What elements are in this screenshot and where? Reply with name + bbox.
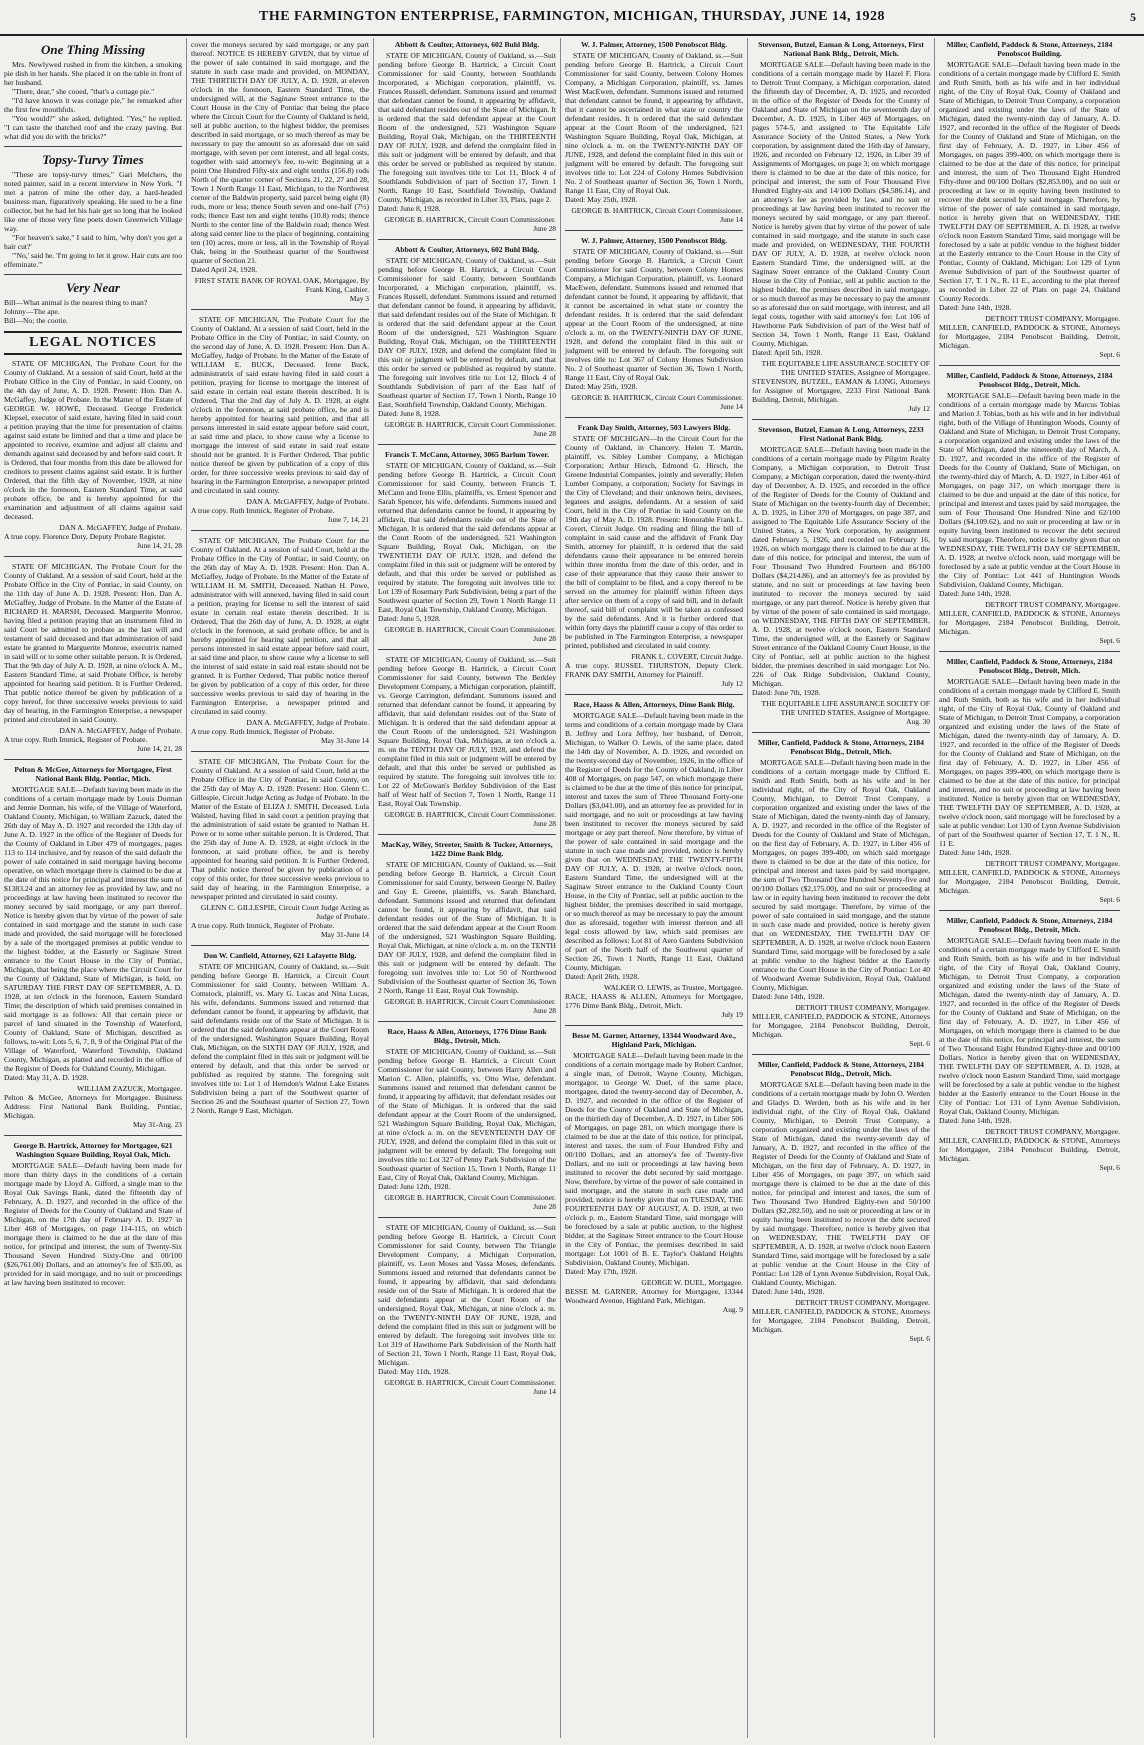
court-notice	[378, 655, 556, 828]
notice-dates: July 19	[721, 1010, 743, 1019]
notice-dates: May 3	[349, 294, 369, 303]
divider	[939, 365, 1120, 366]
attorney-heading: W. J. Palmer, Attorney, 1500 Penobscot Bldg.	[580, 236, 728, 245]
notice-copy: A true copy. Florence Doty, Deputy Probate Register.	[4, 532, 166, 541]
mortgage-notice	[752, 738, 930, 1048]
attorney-heading: Miller, Canfield, Paddock & Stone, Attorneys, 2184 Penobscot Bldg., Detroit, Mich.	[946, 916, 1113, 934]
notice-attorney: MILLER, CANFIELD, PADDOCK & STONE, Attorneys for Mortgagee, 2184 Penobscot Building, Detroit, Michigan.	[939, 868, 1120, 895]
notice-dated: Dated: June 8, 1928.	[378, 204, 441, 213]
notice-dates: June 28	[533, 819, 556, 828]
notice-signature: GEORGE B. HARTRICK, Circuit Court Commissioner.	[384, 215, 556, 224]
notice-dates: July 12	[721, 679, 743, 688]
notice-text: STATE OF MICHIGAN, The Probate Court for the County of Oakland. At a session of said Court, held at the Probate Office in the City of Pontiac, in said County, on the 4th day of June, A. D. 1928. Present: Hon. Dan A. McGaffey, Judge of Probate. In the Matter of the Estate of GEORGE W. HOWE, Deceased. George Frederick Klepsel, executor of said estate, having filed in said court a petition praying that the time for presentation of claims against said estate be limited and that a time and place be appointed to receive, examine and adjust all claims and demands against said deceased by and before said court. It is Ordered, that four months from this date be allowed for creditors to present claims against said estate. It is further Ordered, that the fifth day of November, 1928, at nine o'clock in the forenoon, Eastern Standard Time, at said probate office, be and is hereby appointed for the examination and adjustment of all claims against said deceased.	[4, 359, 182, 521]
mortgage-notice	[939, 40, 1120, 359]
notice-signature: GEORGE B. HARTRICK, Circuit Court Commissioner.	[384, 420, 556, 429]
notice-dated: Dated: June 5, 1928.	[378, 614, 441, 623]
divider	[378, 834, 556, 835]
notice-text: STATE OF MICHIGAN—In the Circuit Court for the County of Oakland, in Chancery. Helen T. Martin, plaintiff, vs. Sibley Lumber Company, a Michigan Corporation; Arthur Hirsch, Edmond G. Hirsch, the Greene Industrial Companies, jointly and severally; Helen Lumber Company, a corporation; Society for Savings in the City of Cleveland; and their unknown heirs, devisees, legatees and assigns, defendants. At a session of said Court, held in the City of Pontiac in said County on the 19th day of May A. D. 1928. Present: Honorable Frank L. Covert, Circuit Judge. On reading and filing the bill of complaint in said cause and the affidavit of Frank Day Smith, attorney for plaintiff, it is ordered that the said defendants cause their appearance to be entered herein within three months from the date of this order, and in case of their appearance that they cause their answer to the bill of complaint to be filed, and a copy thereof to be served on the attorney for plaintiff within fifteen days after service on them of a copy of said bill, and in default thereof, said bill of complaint will be taken as confessed by the said defendants. And it is further ordered that within forty days the plaintiff cause a copy of this order to be published in The Farmington Enterprise, a newspaper printed, published and circulated in said county.	[565, 434, 743, 650]
divider	[191, 309, 369, 310]
notice-copy: A true copy. Ruth Immick, Register of Probate.	[4, 735, 148, 744]
notice-dates: Sept. 6	[1099, 1163, 1120, 1172]
masthead	[0, 0, 1144, 36]
notice-signature: WILLIAM ZAZUCK, Mortgagee.	[76, 1084, 182, 1093]
notice-dates: May 31-June 14	[320, 930, 369, 939]
mortgage-notice	[939, 657, 1120, 904]
story-paragraph: "'No,' said he. 'I'm going to let it grow. Hair cuts are too effeminate.'"	[4, 251, 182, 269]
notice-attorney: MILLER, CANFIELD, PADDOCK & STONE, Attorneys for Mortgagee, 2184 Penobscot Building, Detroit, Michigan.	[939, 609, 1120, 636]
divider	[752, 732, 930, 733]
notice-dates: June 14	[533, 1387, 556, 1396]
notice-signature: GEORGE B. HARTRICK, Circuit Court Commissioner.	[384, 997, 556, 1006]
legal-notices-heading: LEGAL NOTICES	[4, 331, 182, 355]
story-paragraph: Bill—What animal is the nearest thing to man?	[4, 298, 148, 307]
column-1	[0, 38, 187, 1738]
probate-notice	[191, 536, 369, 745]
story-paragraph: "I'd have known it was cottage pie," he remarked after the first few mouthfuls.	[4, 96, 182, 114]
story-paragraph: Johnny—The ape.	[4, 307, 60, 316]
attorney-heading: Miller, Canfield, Paddock & Stone, Attorneys, 2184 Penobscot Bldg., Detroit, Mich.	[946, 657, 1113, 675]
page-number: 5	[1130, 10, 1136, 24]
mortgage-notice	[939, 371, 1120, 645]
notice-copy: A true copy. Ruth Immick, Register of Probate.	[191, 921, 335, 930]
divider	[752, 419, 930, 420]
court-notice	[565, 40, 743, 224]
notice-text: STATE OF MICHIGAN, County of Oakland, ss.—Suit pending before George B. Hartrick, a Circuit Court Commissioner for said County, between Southlands Incorporated, a Michigan corporation, plaintiff, vs. Frances Russell, defendant. Summons issued and returned that defendant cannot be found, it appearing by affidavit, that said defendant resides out of the State of Michigan. It is ordered that the said defendant appear at the Court Room of the undersigned, 521 Washington Square Building, Royal Oak, Michigan, on the THIRTEENTH DAY OF JULY, 1928, and defend the complaint filed in this suit or judgment will be entered by default, and that this order be served or published as required by statute. The foregoing suit involves title to: Lot 11, Block 4 of Southlands Subdivision of part of Section 17, Town 1 North, Range 10 East, Southfield Township, Oakland County, Michigan, as recorded in Liber 33, Plats, page 2.	[378, 51, 556, 204]
notice-dated: Dated: June 8, 1928.	[378, 409, 441, 418]
notice-signature: DAN A. McGAFFEY, Judge of Probate.	[59, 726, 182, 735]
divider	[4, 274, 182, 275]
headline-topsy-turvy: Topsy-Turvy Times	[42, 152, 144, 167]
notice-dated: Dated: June 14th, 1928.	[939, 589, 1012, 598]
attorney-heading: Abbott & Coulter, Attorneys, 602 Buhl Bldg.	[394, 40, 540, 49]
court-notice	[378, 40, 556, 233]
notice-text: MORTGAGE SALE—Default having been made in the conditions of a certain mortgage made by John O. Werden and Gladys D. Werden, both as his wife and in her individual right, of the City of Royal Oak, Oakland County, Michigan, to Detroit Trust Company, a corporation organized and existing under the laws of the State of Michigan, dated the twenty-seventh day of January, A. D. 1927, and recorded in the office of the Register of Deeds for the County of Oakland and State of Michigan, on the first day of February, A. D. 1927, in Liber 456 of Mortgages, on page 397, on which said mortgage there is claimed to be due at the date of this notice, for principal and interest and taxes, the sum of Two Thousand Two Hundred Eighty-two and 50/100 Dollars ($2,282.50), and no suit or proceeding at law or in equity having been instituted to recover the debt secured by said mortgage. Therefore, notice is hereby given that on WEDNESDAY, THE TWELFTH DAY OF SEPTEMBER, A. D. 1928, at twelve o'clock noon Eastern Standard Time, said mortgage will be foreclosed by a sale at public vendue at the Court House in the City of Pontiac: Lot 128 of Lynn Avenue Subdivision, Royal Oak, Oakland County, Michigan.	[752, 1080, 930, 1287]
divider	[191, 530, 369, 531]
notice-text: cover the moneys secured by said mortgage, or any part thereof. NOTICE IS HEREBY GIVEN, that by virtue of the power of sale contained in said mortgage, and the statute in such case made and provided, on MONDAY, THE THIRTIETH DAY OF JULY, A. D. 1928, at eleven o'clock in the forenoon, Eastern Standard Time, the undersigned will, at the Saginaw Street entrance to the Court House in the City of Pontiac that being the place where the Circuit Court for the County of Oakland is held, sell at public auction, to the highest bidder, the premises described in said mortgage, or so much thereof as may be necessary to pay the amount so as aforesaid due on said mortgage, with seven per cent interest, and all legal costs, together with said attorney's fee, to-wit: Beginning at a point One Hundred Fifty-six and eight tenths (156.8) rods North of the quarter corner of Sections 21, 22, 27 and 28, Town 1 North Range 11 East, Michigan, to the Northwest corner of the Baldwin property, said parcel being eight (8) rods, more or less; thence South seven and one-half (7½) rods; thence East ten and eight tenths (10.8) rods; thence North to the center line of the Baldwin road; thence West along said center line to the place of beginning, containing ten (10) acres, more or less, all in the Township of Royal Oak, being in the Southeast quarter of the Southwest quarter of Section 21.	[191, 40, 369, 265]
notice-text: STATE OF MICHIGAN, County of Oakland, ss.—Suit pending before George B. Hartrick, a Circuit Court Commissioner for said County, between Colony Homes Company, a Michigan Corporation, plaintiff, vs. Leonard MacEwen, defendant. Summons issued and returned that defendant cannot be found, it appearing by affidavit, that it cannot be ascertained in what state or country the defendant resides. It is ordered that the said defendant appear at the Court Room of the undersigned, at nine o'clock a. m. on the TWENTY-NINTH DAY OF JUNE, 1928, and defend the complaint filed in this suit or judgment will be entered by default. The foregoing suit involves title to: Lot 367 of Colony Homes Subdivision No. 2 of Southeast quarter of Section 36, Town 1 North, Range 11 East, City of Royal Oak.	[565, 247, 743, 382]
notice-dated: Dated: June 14th, 1928.	[939, 848, 1012, 857]
story-paragraph: Bill—No; the cootie.	[4, 316, 68, 325]
notice-signature: FRANK L. COVERT, Circuit Judge.	[631, 652, 743, 661]
divider	[378, 239, 556, 240]
notice-dates: Sept. 6	[1099, 895, 1120, 904]
notice-dates: June 28	[533, 1202, 556, 1211]
notice-text: STATE OF MICHIGAN, County of Oakland, ss.—Suit pending before George B. Hartrick, a Circuit Court Commissioner for said County, between Southlands Incorporated, a Michigan corporation, plaintiff, vs. Frances Russell, defendant. Summons issued and returned that defendant cannot be found, it appearing by affidavit, that said defendant resides out of the State of Michigan. It is ordered that the said defendant appear at the Court Room of the undersigned, 521 Washington Square Building, Royal Oak, Michigan, on the THIRTEENTH DAY OF JULY, 1928, and defend the complaint filed in this suit or judgment will be entered by default, and that this order be served or published as required by statute. The foregoing suit involves title to: Lot 12, Block 4 of Southlands Subdivision of part of the East half of Southeast quarter of Section 17, Town 1 North, Range 10 East, Southfield Township, Oakland County, Michigan.	[378, 256, 556, 409]
notice-text: MORTGAGE SALE—Default having been made in the conditions of a certain mortgage made by Robert Cardner, a single man, of Detroit, Wayne County, Michigan, mortgagor, to George W. Duel, of the same place, mortgagee, dated the twenty-second day of December, A. D. 1927, and recorded in the office of the Register of Deeds for the County of Oakland and State of Michigan, on the thirtieth day of December, A. D. 1927, in Liber 506 of Mortgages, on page 281, on which mortgage there is claimed to be due at the date of this notice, for principal, interest and taxes, the sum of Four Hundred Fifty and 00/100 Dollars, and an attorney's fee of Twenty-five Dollars, and no suit or proceedings at law having been instituted to recover the debt secured by said mortgage. Now, therefore, by virtue of the power of sale contained in said mortgage, and the statute in such case made and provided, notice is hereby given that on TUESDAY, THE FOURTEENTH DAY OF AUGUST, A. D. 1928, at two o'clock p. m., Eastern Standard Time, said mortgage will be foreclosed by a sale at public auction, to the highest bidder, at the Saginaw Street entrance to the Court House in the City of Pontiac, the premises described in said mortgage: Lot 1001 of B. E. Taylor's Oakland Heights Subdivision, Oakland County, Michigan.	[565, 1051, 743, 1267]
notice-dates: Sept. 6	[1099, 636, 1120, 645]
notice-signature: WALKER O. LEWIS, as Trustee, Mortgagee.	[604, 983, 743, 992]
court-notice	[378, 245, 556, 438]
notice-signature: GEORGE B. HARTRICK, Circuit Court Commissioner.	[384, 1378, 556, 1387]
story-paragraph: "These are topsy-turvy times," Gari Melchers, the noted painter, said in a recent interview in New York. "I met a patron of mine the other day, a hard-headed business man, figuratively speaking. He used to be a fine collector, but he had let his hair get so long that he looked like one of those very fine poets down Greenwich Village way.	[4, 170, 182, 233]
notice-signature: FIRST STATE BANK OF ROYAL OAK, Mortgagee. By Frank King, Cashier.	[194, 276, 369, 294]
headline-very-near: Very Near	[66, 280, 120, 295]
notice-dated: Dated: May 25th, 1928.	[565, 195, 638, 204]
notice-signature: DAN A. McGAFFEY, Judge of Probate.	[246, 718, 369, 727]
notice-text: MORTGAGE SALE—Default having been made in the conditions of a certain mortgage made by Clifford E. Smith and Ruth Smith, both as his wife and in her individual right, of the City of Royal Oak, County of Oakland and State of Michigan, to Detroit Trust Company, a corporation organized and existing under the laws of the State of Michigan, dated the twenty-ninth day of January, A. D. 1927, and recorded in the office of the Register of Deeds for the County of Oakland and State of Michigan, on the first day of February, A. D. 1927, in Liber 456 of Mortgages, on pages 399-400, on which mortgage there is claimed to be due at the date of this notice, for principal and interest, the sum of Two Thousand Eight Hundred Fifty-three and 00/100 Dollars ($2,853.00), and no suit or proceeding at law or in equity having been instituted to recover the debt secured by said mortgage. Therefore, by virtue of the power of sale contained in said mortgage, notice is hereby given that on WEDNESDAY, THE TWELFTH DAY OF SEPTEMBER, A. D. 1928, at twelve o'clock noon Eastern Standard Time, said mortgage will be foreclosed by a sale at public vendue to the highest bidder at the Easterly entrance to the Court House in the City of Pontiac, County of Oakland, Michigan: Lot 129 of Lynn Avenue Subdivision of part of the Southwest quarter of Section 17, T. 1 N., R. 11 E., according to the plat thereof as recorded in Liber 22 of Plats on page 24, Oakland County Records.	[939, 60, 1120, 303]
court-notice	[378, 1027, 556, 1211]
probate-notice	[191, 315, 369, 524]
probate-notice	[191, 757, 369, 939]
notice-signature: GEORGE B. HARTRICK, Circuit Court Commissioner.	[571, 393, 743, 402]
probate-notice	[4, 562, 182, 753]
attorney-heading: Frank Day Smith, Attorney, 503 Lawyers Bldg.	[577, 423, 731, 432]
notice-text: MORTGAGE SALE—Default having been made in the conditions of a certain mortgage made by Hazel F. Flora to Detroit Trust Company, a Michigan corporation, dated the fifteenth day of December, A. D. 1925, and recorded in the office of the Register of Deeds for the County of Oakland and State of Michigan on the seventeenth day of December, A. D. 1925, in Liber 469 of Mortgages, on pages 574-5, and assigned to The Equitable Life Assurance Society of the United States, a New York corporation, by assignment dated the 16th day of January, 1926, and recorded on February 12, 1926, in Liber 39 of Assignments of Mortgages, on page 3; on which mortgage there is claimed to be due at the date of this notice, for principal and interest, the sum of Four Thousand Five Hundred Eighty-six and 14/100 Dollars ($4,586.14), and an attorney's fee as provided by law, and no suit or proceedings at law having been instituted to recover the moneys secured by said mortgage, or any part thereof. Notice is hereby given that by virtue of the power of sale contained in said mortgage, and the statute in such case made and provided, on WEDNESDAY, THE FOURTH DAY OF JULY, A. D. 1928, at twelve o'clock noon Eastern Standard Time, the undersigned will, at the Saginaw Street entrance of the Oakland County Court House in the City of Pontiac, sell at public auction to the highest bidder, the premises described in said mortgage, or so much thereof as may be necessary to pay the amount so as aforesaid due on said mortgage, with interest, and all legal costs, together with said attorney's fee: Lot 106 of Hawthorne Park Subdivision of part of the West half of Section 34, Town 1 North, Range 11 East, Oakland County, Michigan.	[752, 60, 930, 348]
notice-attorney: MILLER, CANFIELD, PADDOCK & STONE, Attorneys for Mortgagee, 2184 Penobscot Building, Detroit, Michigan.	[752, 1307, 930, 1334]
notice-signature: DETROIT TRUST COMPANY, Mortgagee.	[985, 1127, 1120, 1136]
notice-dates: June 14	[720, 402, 743, 411]
attorney-heading: Stevenson, Butzel, Eaman & Long, Attorneys, 2233 First National Bank Bldg.	[758, 425, 924, 443]
notice-attorney: BESSE M. GARNER, Attorney for Mortgagee, 13344 Woodward Avenue, Highland Park, Michigan.	[565, 1287, 743, 1305]
notice-signature: GEORGE B. HARTRICK, Circuit Court Commissioner.	[384, 625, 556, 634]
story-paragraph: Mrs. Newlywed rushed in from the kitchen, a smoking pie dish in her hands. She placed it on the table in front of her husband.	[4, 60, 182, 87]
notice-text: MORTGAGE SALE—Default having been made in the terms and conditions of a certain mortgage made by Clara B. Jeffrey and Lora Jeffrey, her husband, of Detroit, Michigan, to Walker O. Lewis, of the same place, dated the 14th day of November, A. D. 1926, and recorded on the twenty-second day of November, 1926, in the office of the Register of Deeds for the County of Oakland, in Liber 408 of Mortgages, on page 547, on which mortgage there is claimed to be due at the time of this notice for principal, interest and taxes the sum of Three Thousand Forty-one Dollars ($3,041.00), and an attorney fee as provided for in said mortgage, and no suit or proceedings at law having been instituted to recover the moneys secured by said mortgage or any part thereof. Now therefore, by virtue of the power of sale contained in said mortgage and the statute in such case made and provided, notice is hereby given that on WEDNESDAY, THE TWENTY-FIFTH DAY OF JULY, A. D. 1928, at twelve o'clock noon, Eastern Standard Time, the undersigned will at the Saginaw Street entrance to the Oakland County Court House, in the City of Pontiac, sell at public auction to the highest bidder, the premises described in said mortgage, or so much thereof as may be necessary to pay the amount due as aforesaid, together with interest thereon and all legal costs allowed by law, which said premises are described as follows: Lot 81 of Aero Gardens Subdivision of part of the North half of the Southwest quarter of Section 26, Town 1 North, Range 11 East, Oakland County, Michigan.	[565, 711, 743, 972]
mortgage-notice	[752, 1060, 930, 1343]
column-5	[748, 38, 935, 1738]
court-notice	[378, 840, 556, 1015]
notice-signature: DETROIT TRUST COMPANY, Mortgagee.	[795, 1003, 930, 1012]
attorney-heading: Miller, Canfield, Paddock & Stone, Attorneys, 2184 Penobscot Bldg., Detroit, Mich.	[758, 738, 924, 756]
notice-dated: Dated: June 14th, 1928.	[752, 1287, 825, 1296]
notice-dated: Dated: May 11th, 1928.	[378, 1367, 451, 1376]
notice-dated: Dated: April 26th, 1928.	[565, 972, 640, 981]
notice-dated: Dated: May 25th, 1928.	[565, 382, 638, 391]
divider	[939, 910, 1120, 911]
notice-text: STATE OF MICHIGAN, County of Oakland, ss.—Suit pending before George B. Hartrick, a Circuit Court Commissioner for said County, between Harry Allen and Marion C. Allen, plaintiffs, vs. Otto Wise, defendant. Summons issued and returned that defendant cannot be found, it appearing by affidavit, that defendant resides out of the State of Michigan. It is ordered that the said defendant appear at the Court Room of the undersigned, 521 Washington Square Building, Royal Oak, Michigan, at nine o'clock a. m. on the SEVENTEENTH DAY OF JULY, 1928, and defend the complaint filed in this suit or judgment will be entered by default. The foregoing suit involves title to: Lot 327 of Penny Park Subdivision of the Southeast quarter of Section 15, Town 1 North, Range 11 East, City of Royal Oak, Oakland County, Michigan.	[378, 1047, 556, 1182]
notice-dates: Aug. 9	[722, 1305, 743, 1314]
mortgage-notice	[565, 700, 743, 1019]
notice-attorney: STEVENSON, BUTZEL, EAMAN & LONG, Attorneys for Assignee of Mortgagee, 2233 First National Bank Building, Detroit, Michigan.	[752, 377, 930, 404]
divider	[4, 556, 182, 557]
notice-attorney: RACE, HAASS & ALLEN, Attorneys for Mortgagee, 1776 Dime Bank Bldg., Detroit, Mich.	[565, 992, 743, 1010]
notice-dated: Dated: April 5th, 1928.	[752, 348, 823, 357]
notice-dates: June 14	[720, 215, 743, 224]
notice-signature: GEORGE B. HARTRICK, Circuit Court Commissioner.	[384, 810, 556, 819]
attorney-heading: Miller, Canfield, Paddock & Stone, Attorneys, 2184 Penobscot Bldg., Detroit, Mich.	[946, 371, 1113, 389]
attorney-heading: Stevenson, Butzel, Eaman & Long, Attorneys, First National Bank Bldg., Detroit, Mich.	[758, 40, 924, 58]
notice-attorney: MILLER, CANFIELD, PADDOCK & STONE, Attorneys for Mortgagee, 2184 Penobscot Building, Detroit, Michigan.	[939, 1136, 1120, 1163]
column-2	[187, 38, 374, 1738]
notice-text: STATE OF MICHIGAN, The Probate Court for the County of Oakland. At a session of said Court, held in the Probate Office in the City of Pontiac, in said County, on the second day of June, A. D. 1928. Present: Hon. Dan A. McGaffey, Judge of Probate. In the Matter of the Estate of WILLIAM E. BUCK, Deceased. Irene Buck, administratrix of said estate having filed in said court a petition, praying for license to mortgage the interest of said estate in certain real estate therein described. It is Ordered, That the 2nd day of July A. D. 1928, at eight o'clock in the forenoon, at said probate office, be and is hereby appointed for hearing said petition, and that all persons interested in said estate appear before said court, at said time and place, to show cause why a license to mortgage the interest of said estate in said real estate should not be granted. It is Further Ordered, That public notice thereof be given by publication of a copy of this order, for three successive weeks previous to said day of hearing in the Farmington Enterprise, a newspaper printed and circulated in said county.	[191, 315, 369, 495]
notice-copy: A true copy. RUSSEL THURSTON, Deputy Clerk. FRANK DAY SMITH, Attorney for Plaintiff.	[565, 661, 743, 679]
mortgage-notice	[752, 425, 930, 726]
notice-dates: Aug. 30	[906, 717, 930, 726]
notice-signature: THE EQUITABLE LIFE ASSURANCE SOCIETY OF THE UNITED STATES, Assignee of Mortgagee.	[761, 359, 930, 377]
notice-signature: DAN A. McGAFFEY, Judge of Probate.	[246, 497, 369, 506]
divider	[378, 1021, 556, 1022]
notice-signature: DETROIT TRUST COMPANY, Mortgagee.	[985, 859, 1120, 868]
notice-dated: Dated: June 7th, 1928.	[752, 688, 821, 697]
mortgage-notice	[939, 916, 1120, 1172]
court-notice	[378, 1223, 556, 1396]
story-paragraph: "There, dear," she cooed, "that's a cottage pie."	[12, 87, 155, 96]
notice-signature: DETROIT TRUST COMPANY, Mortgagee.	[985, 314, 1120, 323]
divider	[378, 649, 556, 650]
divider	[565, 1025, 743, 1026]
notice-dates: June 28	[533, 224, 556, 233]
notice-dated: Dated: June 12th, 1928.	[378, 1182, 451, 1191]
notice-dated: Dated: June 14th, 1928.	[752, 992, 825, 1001]
divider	[378, 444, 556, 445]
notice-dates: Sept. 6	[909, 1039, 930, 1048]
attorney-heading: Pelton & McGee, Attorneys for Mortgagee, First National Bank Bldg. Pontiac, Mich.	[14, 765, 172, 783]
notice-attorney: MILLER, CANFIELD, PADDOCK & STONE, Attorneys for Mortgagee, 2184 Penobscot Building, Detroit, Michigan.	[939, 323, 1120, 350]
notice-text: MORTGAGE SALE—Default having been made in the conditions of a certain mortgage made by Louis Dorman and Jennie Dorman, his wife, of the Village of Waterford, Oakland County, Michigan, to William Zazuck, dated the 26th day of May A. D. 1927 and recorded the 13th day of June A. D. 1927 in the office of the Register of Deeds for the County of Oakland in Liber 479 of mortgages, pages 113 to 114 inclusive, and by reason of the said default the power of sale contained in said mortgage having become operative, on which mortgage there is claimed to be due at the date of this notice for principal and interest the sum of $1383.24 and an attorney fee as provided by law, and no proceedings at law having been instituted to recover the money secured by said mortgage, or any part thereof. Notice is hereby given that by virtue of the power of sale contained in said mortgage and the statute in such case made and provided, the said mortgage will be foreclosed by a sale of the mortgaged premises at public vendue to the highest bidder, at the Easterly or Saginaw Street entrance to the Court House in the City of Pontiac, Michigan, that being the place where the Circuit Court for the County of Oakland, State of Michigan, is held, on SATURDAY THE FIRST DAY OF SEPTEMBER, A. D. 1928, at ten o'clock in the forenoon, Eastern Standard Time; the description of which said premises contained in said mortgage is as follows: All that certain piece or parcel of land situated in the Township of Waterford, County of Oakland, State of Michigan, described as follows, to-wit: Lots 5, 6, 7, 8, 9 of the Original Plat of the Village of Waterford, Waterford Township, Oakland County, Michigan, as platted and recorded in the office of the Register of Deeds for Oakland County, Michigan.	[4, 785, 183, 1073]
columns	[0, 38, 1144, 1738]
divider	[565, 694, 743, 695]
notice-dates: June 14, 21, 28	[137, 744, 182, 753]
attorney-heading: George B. Hartrick, Attorney for Mortgagee, 621 Washington Square Building, Royal Oak, Mich.	[13, 1141, 173, 1159]
notice-dates: June 7, 14, 21	[327, 515, 369, 524]
mortgage-notice-continued	[191, 40, 369, 303]
notice-text: STATE OF MICHIGAN, County of Oakland, ss.—Suit pending before George B. Hartrick, a Circuit Court Commissioner for said County, between Francis T. McCann and Irene Ellis, plaintiffs, vs. Ernest Spencer and Sarah Spencer, his wife, defendants. Summons issued and returned that defendants cannot be found, it appearing by affidavit, that said defendants reside out of the State of Michigan. It is ordered that the said defendants appear at the Court Room of the undersigned, 521 Washington Square Building, Royal Oak, Michigan, on the TWENTIETH DAY OF JULY, 1928, and defend the complaint filed in this suit or judgment will be entered by default, and that this order be served or published as required by statute. The foregoing suit involves title to: Lot 139 of Rosemary Park Subdivision, being a part of the Southwest quarter of Section 29, Town 1 North Range 11 East, Royal Oak Township, Oakland County, Michigan.	[378, 461, 556, 614]
notice-dates: May 31-June 14	[320, 736, 369, 745]
notice-text: STATE OF MICHIGAN, County of Oakland, ss.—Suit pending before George B. Hartrick, a Circuit Court Commissioner for said County, between George N. Bailey and Guy E. Greene, plaintiffs, vs. Sarah Blanchard, defendant. Summons issued and returned that defendant cannot be found, it appearing by affidavit, that said defendant resides out of the State of Michigan. It is ordered that the said defendant appear at the Court Room of the undersigned, 521 Washington Square Building, Royal Oak, Michigan, at nine o'clock a. m. on the TENTH DAY OF JULY, 1928, and defend the complaint filed in this suit or judgment will be entered by default. The foregoing suit involves title to: Lot 50 of Northwood Subdivision of the Southeast quarter of Section 36, Town 2 North, Range 11 East, Royal Oak Township.	[378, 860, 556, 995]
divider	[4, 1135, 182, 1136]
notice-text: MORTGAGE SALE—Default having been made for more than thirty days in the conditions of a certain mortgage made by Lloyd A. Gifford, a single man to the Royal Oak Savings Bank, dated the fifteenth day of February, A. D. 1927, and recorded in the office of the Register of Deeds for the County of Oakland and State of Michigan, on the 17th day of February A. D. 1927 in Liber 468 of Mortgages, on page 114-115, on which mortgage there is claimed to be due at the date of this notice, for principal and interest, the sum of Twenty-Six Thousand Seven Hundred Sixty-One and 00/100 ($26,761.00) Dollars, and an attorney's fee of $35.00, as provided for in said mortgage, and no suit or proceedings at law having been instituted to recover.	[4, 1161, 182, 1287]
attorney-heading: Miller, Canfield, Paddock & Stone, Attorneys, 2184 Penobscot Bldg., Detroit, Mich.	[758, 1060, 924, 1078]
attorney-heading: Miller, Canfield, Paddock & Stone, Attorneys, 2184 Penobscot Building.	[946, 40, 1113, 58]
notice-copy: A true copy. Ruth Immick, Register of Probate.	[191, 506, 335, 515]
notice-signature: GEORGE W. DUEL, Mortgagee.	[641, 1278, 743, 1287]
mortgage-notice	[565, 1031, 743, 1314]
notice-text: STATE OF MICHIGAN, The Probate Court for the County of Oakland. At a session of said Court, held at the Probate Office in the City of Pontiac, in said County, on the 25th day of May A. D. 1928. Present: Hon. Glenn C. Gillespie, Circuit Judge Acting as Judge of Probate. In the Matter of the Estate of ELIZA J. SMITH, Deceased. Lula Walsted, having filed in said court a petition praying that the administration of said estate be granted to Nathan H. Powe or to some other suitable person. It is Ordered, That the 25th day of June A. D. 1928, at eight o'clock in the forenoon, at said probate office, be and is hereby appointed for hearing said petition. It is Further Ordered, That public notice thereof be given by publication of a copy of this order, for three successive weeks previous to said day of hearing, in the Farmington Enterprise, a newspaper printed and circulated in said county.	[191, 757, 369, 901]
mortgage-notice	[4, 765, 182, 1129]
notice-signature: DAN A. McGAFFEY, Judge of Probate.	[59, 523, 182, 532]
notice-text: MORTGAGE SALE—Default having been made in the conditions of a certain mortgage made by Marcus Tobias and Marion J. Tobias, both as his wife and in her individual right, both of the Village of Huntington Woods, County of Oakland and State of Michigan, to Detroit Trust Company, a corporation organized and existing under the laws of the State of Michigan, dated the nineteenth day of March, A. D. 1927, and recorded in the office of the Register of Deeds for the County of Oakland, State of Michigan, on the twenty-third day of March, A. D. 1927, in Liber 461 of Mortgages, on page 317, on which mortgage there is claimed to be due and unpaid at the date of this notice, for principal and interest and taxes paid by said mortgagee, the sum of Four Thousand One Hundred Nine and 62/100 Dollars ($4,109.62), and no suit or proceeding at law or in equity having been instituted to recover the debt secured by said mortgage. Therefore, notice is hereby given that on WEDNESDAY, THE TWELFTH DAY OF SEPTEMBER, A. D. 1928, at twelve o'clock noon, said mortgage will be foreclosed by a sale at public vendue at the Court House in the City of Pontiac: Lot 441 of Huntington Woods Subdivision, Oakland County, Michigan.	[939, 391, 1120, 589]
divider	[565, 417, 743, 418]
mortgage-notice	[4, 1141, 182, 1287]
notice-text: MORTGAGE SALE—Default having been made in the conditions of a certain mortgage made by Clifford E. Smith and Ruth Smith, both as his wife and in her individual right, of the City of Royal Oak, County of Oakland and State of Michigan, to Detroit Trust Company, a corporation organized and existing under the laws of the State of Michigan, dated the twenty-ninth day of January, A. D. 1927, and recorded in the office of the Register of Deeds for the County of Oakland and State of Michigan, on the first day of February, A. D. 1927, in Liber 456 of Mortgages, on pages 399-400, on which mortgage there is claimed to be due at the date of this notice, for principal and interest, and no suit or proceeding at law having been instituted. Notice is hereby given that on WEDNESDAY, THE TWELFTH DAY OF SEPTEMBER, A. D. 1928, at twelve o'clock noon, said mortgage will be foreclosed by a sale at public vendue: Lot 130 of Lynn Avenue Subdivision of part of the Southwest quarter of Section 17, T. 1 N., R. 11 E.	[939, 677, 1120, 848]
notice-text: STATE OF MICHIGAN, County of Oakland, ss.—Suit pending before George B. Hartrick, a Circuit Court Commissioner for said County, between The Berkley Development Company, a Michigan corporation, plaintiff, vs. George Carrington, defendant. Summons issued and returned that defendant cannot be found, it appearing by affidavit, that said defendant resides out of the State of Michigan. It is ordered that the said defendant appear at the Court Room of the undersigned, 521 Washington Square Building, Royal Oak, Michigan, at ten o'clock a. m. on the TENTH DAY OF JULY, 1928, and defend the complaint filed in this suit or judgment will be entered by default, and that this order be served or published as required by statute. The foregoing suit involves title to: Lot 22 of McGowan's Berkley Subdivision of the East half of West half of Section 7, Town 1 North, Range 11 East, Royal Oak Township.	[378, 655, 556, 808]
probate-notice	[4, 359, 182, 550]
notice-text: MORTGAGE SALE—Default having been made in the conditions of a certain mortgage made by Clifford E. Smith and Ruth Smith, both as his wife and in her individual right, of the City of Royal Oak, Oakland County, Michigan, to Detroit Trust Company, a corporation organized and existing under the laws of the State of Michigan, dated the twenty-ninth day of January, A. D. 1927, and recorded in the office of the Register of Deeds for the County of Oakland and State of Michigan, on the first day of February, A. D. 1927, in Liber 456 of Mortgages, on which mortgage there is claimed to be due at the date of this notice, for principal and interest, the sum of Two Thousand Eight Hundred Eighty-three and 00/100 Dollars. Notice is hereby given that on WEDNESDAY, THE TWELFTH DAY OF SEPTEMBER, A. D. 1928, at twelve o'clock noon Eastern Standard Time, said mortgage will be foreclosed by a sale at public vendue to the highest bidder at the Easterly entrance to the Court House in the City of Pontiac: Lot 131 of Lynn Avenue Subdivision, Royal Oak, Oakland County, Michigan.	[939, 936, 1120, 1116]
headline-one-thing-missing: One Thing Missing	[40, 42, 146, 57]
notice-dates: June 28	[533, 1006, 556, 1015]
court-notice	[565, 236, 743, 411]
notice-dated: Dated: June 14th, 1928.	[939, 303, 1012, 312]
notice-attorney: Pelton & McGee, Attorneys for Mortgagee. Business Address: First National Bank Building, Pontiac, Michigan.	[4, 1093, 182, 1120]
notice-signature: GLENN C. GILLESPIE, Circuit Court Judge Acting as Judge of Probate.	[200, 903, 369, 921]
divider	[939, 651, 1120, 652]
notice-signature: GEORGE B. HARTRICK, Circuit Court Commissioner.	[384, 1193, 556, 1202]
notice-dates: Sept. 6	[1099, 350, 1120, 359]
notice-dates: June 28	[533, 429, 556, 438]
divider	[191, 945, 369, 946]
divider	[4, 146, 182, 147]
notice-text: STATE OF MICHIGAN, The Probate Court for the County of Oakland. At a session of said Court, held at the Probate Office in the City of Pontiac, in said County, on the 26th day of May A. D. 1928. Present: Hon. Dan A. McGaffey, Judge of Probate. In the Matter of the Estate of WILLIAM H. M. SMITH, Deceased. Nathan H. Powe, administrator with will annexed, having filed in said court a petition, praying for license to sell the interest of said estate in certain real estate therein described. It is Ordered, That the 26th day of June, A. D. 1928, at eight o'clock in the forenoon, at said probate office, be and is hereby appointed for hearing said petition, and that all persons interested in said estate appear before said court, at said time and place, to show cause why a license to sell the interest of said estate in said real estate should not be granted. It is Further Ordered, That public notice thereof be given by publication of a copy of this order, for three successive weeks previous to said day of hearing in the Farmington Enterprise, a newspaper printed and circulated in said county.	[191, 536, 369, 716]
chancery-notice	[191, 951, 369, 1115]
notice-dates: May 31-Aug. 23	[132, 1120, 182, 1129]
notice-text: STATE OF MICHIGAN, County of Oakland, ss.—Suit pending before George B. Hartrick, a Circuit Court Commissioner for said County, between The Triangle Development Company, a Michigan Corporation, plaintiff, vs. Leon Moses and Vassa Moses, defendants. Summons issued and returned that defendants cannot be found, it appearing by affidavit, that said defendants reside out of the State of Michigan. It is ordered that the said defendants appear at the Court Room of the undersigned, Royal Oak, Michigan, at nine o'clock a. m. on the TWENTY-NINTH DAY OF JUNE, 1928, and defend the complaint filed in this suit or judgment will be entered by default. The foregoing suit involves title to: Lot 319 of Hawthorne Park Subdivision of the North half of Section 21, Town 1 North, Range 11 East, Royal Oak, Michigan.	[378, 1223, 556, 1367]
attorney-heading: Race, Haass & Allen, Attorneys, Dime Bank Bldg.	[573, 700, 735, 709]
notice-signature: GEORGE B. HARTRICK, Circuit Court Commissioner.	[571, 206, 743, 215]
notice-text: MORTGAGE SALE—Default having been made in the conditions of a certain mortgage made by Pilgrim Realty Company, a Michigan corporation, to Detroit Trust Company, a Michigan corporation, dated the twenty-third day of December, A. D. 1925, and recorded in the office of the Register of Deeds for the County of Oakland and State of Michigan on the twenty-fourth day of December, A. D. 1925, in Liber 370 of Mortgages, on page 387, and assigned to The Equitable Life Assurance Society of the United States, a New York corporation, by assignment dated February 5, 1926, and recorded on February 16, 1926, on which mortgage there is claimed to be due at the date of this notice, for principal and interest, the sum of Four Thousand Two Hundred Fourteen and 86/100 Dollars ($4,214.86), and an attorney's fee as provided by statute, and no suit or proceedings at law having been instituted to recover the moneys secured by said mortgage, or any part thereof. Notice is hereby given that by virtue of the power of sale contained in said mortgage, on WEDNESDAY, THE FIFTH DAY OF SEPTEMBER, A. D. 1928, at twelve o'clock noon, Eastern Standard Time, the undersigned will, at the Easterly or Saginaw Street entrance of the Oakland County Court House, in the City of Pontiac, sell at public auction to the highest bidder, the premises described in said mortgage: Lot No. 226 of Oak Ridge Subdivision, Oakland County, Michigan.	[752, 445, 930, 688]
story-paragraph: "You would?" she asked, delighted. "Yes," he replied. "I can taste the thatched roof and the crazy paving. But what did you do with the bricks?"	[4, 114, 182, 141]
notice-attorney: MILLER, CANFIELD, PADDOCK & STONE, Attorneys for Mortgagee, 2184 Penobscot Building, Detroit, Michigan.	[752, 1012, 930, 1039]
divider	[4, 759, 182, 760]
divider	[378, 1217, 556, 1218]
attorney-heading: Race, Haass & Allen, Attorneys, 1776 Dime Bank Bldg., Detroit, Mich.	[387, 1027, 547, 1045]
notice-dated: Dated April 24, 1928.	[191, 265, 258, 274]
notice-dated: Dated: May 17th, 1928.	[565, 1267, 638, 1276]
column-3	[374, 38, 561, 1738]
notice-text: STATE OF MICHIGAN, County of Oakland, ss.—Suit pending before George B. Hartrick, a Circuit Court Commissioner for said County, between Colony Homes Company, a Michigan Corporation, plaintiff, vs. James West MacEwen, defendant. Summons issued and returned that defendant cannot be found, it appearing by affidavit, that it cannot be ascertained in what state or country the defendant resides. It is ordered that the said defendant appear at the Court Room of the undersigned, 521 Washington Square Building, Royal Oak, Michigan, at nine o'clock a. m. on the TWENTY-NINTH DAY OF JUNE, 1928, and defend the complaint filed in this suit or judgment will be entered by default. The foregoing suit involves title to: Lot 224 of Colony Homes Subdivision No. 2 of Southeast quarter of Section 36, Town 1 North, Range 11 East, City of Royal Oak.	[565, 51, 743, 195]
story-paragraph: "For heaven's sake," I said to him, 'why don't you get a hair cut?'	[4, 233, 182, 251]
attorney-heading: Francis T. McCann, Attorney, 3065 Barlum Tower.	[385, 450, 549, 459]
attorney-heading: Abbott & Coulter, Attorneys, 602 Buhl Bldg.	[394, 245, 540, 254]
divider	[565, 230, 743, 231]
notice-text: STATE OF MICHIGAN, The Probate Court for the County of Oakland. At a session of said Court, held at the Probate Office in the City of Pontiac, in said County, on the 11th day of June A. D. 1928. Present: Hon. Dan A. McGaffey, Judge of Probate. In the Matter of the Estate of RICHARD H. MARSH, Deceased. Marguerite Monroe, having filed a petition praying that an instrument filed in said Court be admitted to probate as the last will and testament of said deceased and that administration of said estate be granted to Marguerite Monroe, executrix named in said will or to some other suitable person. It is Ordered, That the 9th day of July A. D. 1928, at nine o'clock A. M., Eastern Standard Time, at said Probate Office, is hereby appointed for hearing said petition. It is Further Ordered, That public notice thereof be given by publication of a copy hereof, for three successive weeks previous to said day of hearing, in the Farmington Enterprise, a newspaper printed and circulated in said County.	[4, 562, 182, 724]
notice-signature: THE EQUITABLE LIFE ASSURANCE SOCIETY OF THE UNITED STATES, Assignee of Mortgagee.	[761, 699, 930, 717]
masthead-title: THE FARMINGTON ENTERPRISE, FARMINGTON, MICHIGAN, THURSDAY, JUNE 14, 1928	[258, 9, 886, 24]
court-notice	[378, 450, 556, 643]
divider	[191, 751, 369, 752]
attorney-heading: Besse M. Garner, Attorney, 13344 Woodward Ave., Highland Park, Michigan.	[572, 1031, 736, 1049]
notice-signature: DETROIT TRUST COMPANY, Mortgagee.	[795, 1298, 930, 1307]
notice-dates: Sept. 6	[909, 1334, 930, 1343]
notice-dates: June 14, 21, 28	[137, 541, 182, 550]
mortgage-notice	[752, 40, 930, 413]
notice-dated: Dated: June 14th, 1928.	[939, 1116, 1012, 1125]
notice-dates: June 28	[533, 634, 556, 643]
divider	[752, 1054, 930, 1055]
notice-dated: Dated: May 31, A. D. 1928.	[4, 1073, 89, 1082]
chancery-notice	[565, 423, 743, 688]
attorney-heading: MacKay, Wiley, Streeter, Smith & Tucker, Attorneys, 1422 Dime Bank Bldg.	[381, 840, 553, 858]
column-6	[935, 38, 1124, 1738]
column-4	[561, 38, 748, 1738]
notice-dates: July 12	[908, 404, 930, 413]
notice-text: MORTGAGE SALE—Default having been made in the conditions of a certain mortgage made by Clifford E. Smith and Ruth Smith, both as his wife and in her individual right, of the City of Royal Oak, Oakland County, Michigan, to Detroit Trust Company, a corporation organized and existing under the laws of the State of Michigan, dated the twenty-ninth day of January, A. D. 1927, and recorded in the office of the Register of Deeds for the County of Oakland and State of Michigan, on the first day of February, A. D. 1927, in Liber 456 of Mortgages, on pages 399-400, on which said mortgage there is claimed to be due at the date of this notice, for principal and interest and taxes paid by said mortgagee, the sum of Two Thousand One Hundred Seventy-five and 00/100 Dollars ($2,175.00), and no suit or proceeding at law or in equity having been instituted to recover the debt secured by said mortgage. Therefore, by virtue of the power of sale contained in said mortgage, and the statute in such case made and provided, notice is hereby given that on WEDNESDAY, THE TWELFTH DAY OF SEPTEMBER, A. D. 1928, at twelve o'clock noon Eastern Standard Time, said mortgage will be foreclosed by a sale at public vendue to the highest bidder at the Easterly entrance to the Court House in the City of Pontiac: Lot 40 of Woodward Avenue Subdivision, Royal Oak, Oakland County, Michigan.	[752, 758, 930, 992]
attorney-heading: W. J. Palmer, Attorney, 1500 Penobscot Bldg.	[580, 40, 728, 49]
notice-text: STATE OF MICHIGAN, County of Oakland, ss.—Suit pending before George B. Hartrick, a Circuit Court Commissioner for said County, between William A. Comstock, plaintiff, vs. Mary G. Lucas and Nina Lucas, his wife, defendants. Summons issued and returned that defendant cannot be found, it appearing by affidavit, that said defendants reside out of the State of Michigan. It is ordered that the said defendants appear at the Court Room of the undersigned, Washington Square Building, Royal Oak, Michigan, on the SIXTH DAY OF JULY, 1928, and defend the complaint filed in this suit or judgment will be entered by default, and that this order be served or published as required by statute. The foregoing suit involves title to: Lot 1 of Herndon's Walnut Lake Estates Subdivision being a part of the Southwest quarter of Section 26 and the Southeast quarter of Section 27, Town 2 North, Range 9 East, Michigan.	[191, 962, 369, 1115]
notice-signature: DETROIT TRUST COMPANY, Mortgagee.	[985, 600, 1120, 609]
attorney-heading: Don W. Canfield, Attorney, 621 Lafayette Bldg.	[203, 951, 357, 960]
notice-copy: A true copy. Ruth Immick, Register of Probate.	[191, 727, 335, 736]
